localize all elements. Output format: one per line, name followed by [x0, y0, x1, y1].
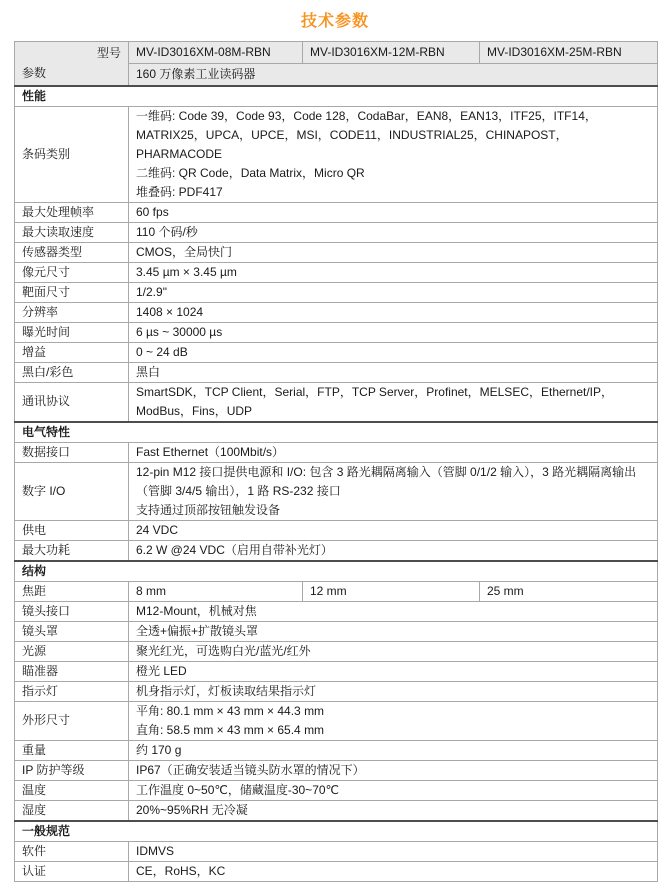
spec-value: 约 170 g	[129, 740, 658, 760]
section-title: 一般规范	[15, 821, 658, 842]
spec-label: 光源	[15, 641, 129, 661]
spec-label: 镜头接口	[15, 601, 129, 621]
spec-label: 外形尺寸	[15, 701, 129, 740]
spec-table	[14, 41, 658, 882]
spec-value: IP67（正确安装适当镜头防水罩的情况下）	[129, 760, 658, 780]
spec-label: 供电	[15, 520, 129, 540]
spec-value: 110 个码/秒	[129, 222, 658, 242]
spec-value-line: 二维码: QR Code，Data Matrix，Micro QR	[136, 165, 365, 180]
spec-label: 软件	[15, 841, 129, 861]
spec-value: SmartSDK，TCP Client，Serial，FTP，TCP Server，Profinet，MELSEC，Ethernet/IP，ModBus，Fins，UDP	[129, 382, 658, 422]
spec-value	[129, 106, 658, 202]
spec-value: 8 mm	[129, 581, 303, 601]
corner-cell	[15, 42, 129, 86]
spec-label: 指示灯	[15, 681, 129, 701]
spec-value: 橙光 LED	[129, 661, 658, 681]
spec-value: IDMVS	[129, 841, 658, 861]
spec-value: 聚光红光，可选购白光/蓝光/红外	[129, 641, 658, 661]
spec-value: 1408 × 1024	[129, 302, 658, 322]
spec-value: 20%~95%RH 无冷凝	[129, 800, 658, 821]
spec-value: M12-Mount，机械对焦	[129, 601, 658, 621]
spec-value: 12 mm	[303, 581, 480, 601]
spec-value-line: 支持通过顶部按钮触发设备	[136, 502, 281, 517]
spec-value: 6.2 W @24 VDC（启用自带补光灯）	[129, 540, 658, 561]
spec-value	[129, 462, 658, 520]
spec-label: 传感器类型	[15, 242, 129, 262]
corner-param-label: 参数	[22, 65, 47, 80]
spec-value: 6 µs ~ 30000 µs	[129, 322, 658, 342]
spec-label: 镜头罩	[15, 621, 129, 641]
section-title: 性能	[15, 86, 658, 107]
model-name: MV-ID3016XM-08M-RBN	[129, 42, 303, 64]
spec-value: Fast Ethernet（100Mbit/s）	[129, 442, 658, 462]
spec-label: 分辨率	[15, 302, 129, 322]
model-name: MV-ID3016XM-12M-RBN	[303, 42, 480, 64]
spec-label: 增益	[15, 342, 129, 362]
spec-value: 工作温度 0~50℃，储藏温度-30~70℃	[129, 780, 658, 800]
spec-value: 0 ~ 24 dB	[129, 342, 658, 362]
section-title: 结构	[15, 561, 658, 582]
section-title: 电气特性	[15, 422, 658, 443]
spec-value-line: 平角: 80.1 mm × 43 mm × 44.3 mm	[136, 703, 325, 718]
spec-label: 数字 I/O	[15, 462, 129, 520]
spec-value: 黑白	[129, 362, 658, 382]
param-value: 160 万像素工业读码器	[129, 64, 658, 86]
spec-label: 条码类别	[15, 106, 129, 202]
spec-value: CMOS，全局快门	[129, 242, 658, 262]
spec-value-line: 直角: 58.5 mm × 43 mm × 65.4 mm	[136, 722, 325, 737]
spec-label: 黑白/彩色	[15, 362, 129, 382]
spec-value: 机身指示灯，灯板读取结果指示灯	[129, 681, 658, 701]
spec-label: 焦距	[15, 581, 129, 601]
spec-value: 25 mm	[480, 581, 658, 601]
spec-label: 最大功耗	[15, 540, 129, 561]
model-name: MV-ID3016XM-25M-RBN	[480, 42, 658, 64]
spec-value: 1/2.9"	[129, 282, 658, 302]
spec-label: 湿度	[15, 800, 129, 821]
spec-label: 像元尺寸	[15, 262, 129, 282]
spec-value: CE，RoHS，KC	[129, 861, 658, 881]
spec-value-line: 一维码: Code 39，Code 93，Code 128，CodaBar，EAN8，EAN13，ITF25，ITF14，MATRIX25，UPCA，UPCE，MSI，CODE11，INDUSTRIAL25，CHINAPOST，PHARMACODE	[136, 108, 597, 161]
page-title: 技术参数	[300, 13, 369, 30]
spec-value-line: 12-pin M12 接口提供电源和 I/O: 包含 3 路光耦隔离输入（管脚 0/1/2 输入），3 路光耦隔离输出（管脚 3/4/5 输出），1 路 RS-232 接口	[136, 464, 637, 498]
spec-label: 重量	[15, 740, 129, 760]
spec-label: 瞄准器	[15, 661, 129, 681]
spec-value: 60 fps	[129, 202, 658, 222]
spec-label: 靶面尺寸	[15, 282, 129, 302]
spec-label: 最大处理帧率	[15, 202, 129, 222]
spec-label: 数据接口	[15, 442, 129, 462]
spec-label: 认证	[15, 861, 129, 881]
spec-value: 3.45 µm × 3.45 µm	[129, 262, 658, 282]
spec-label: IP 防护等级	[15, 760, 129, 780]
spec-label: 温度	[15, 780, 129, 800]
spec-label: 最大读取速度	[15, 222, 129, 242]
spec-value-line: 堆叠码: PDF417	[136, 184, 223, 199]
corner-model-label: 型号	[96, 46, 121, 60]
spec-label: 曝光时间	[15, 322, 129, 342]
spec-value: 全透+偏振+扩散镜头罩	[129, 621, 658, 641]
spec-label: 通讯协议	[15, 382, 129, 422]
spec-value: 24 VDC	[129, 520, 658, 540]
spec-value	[129, 701, 658, 740]
